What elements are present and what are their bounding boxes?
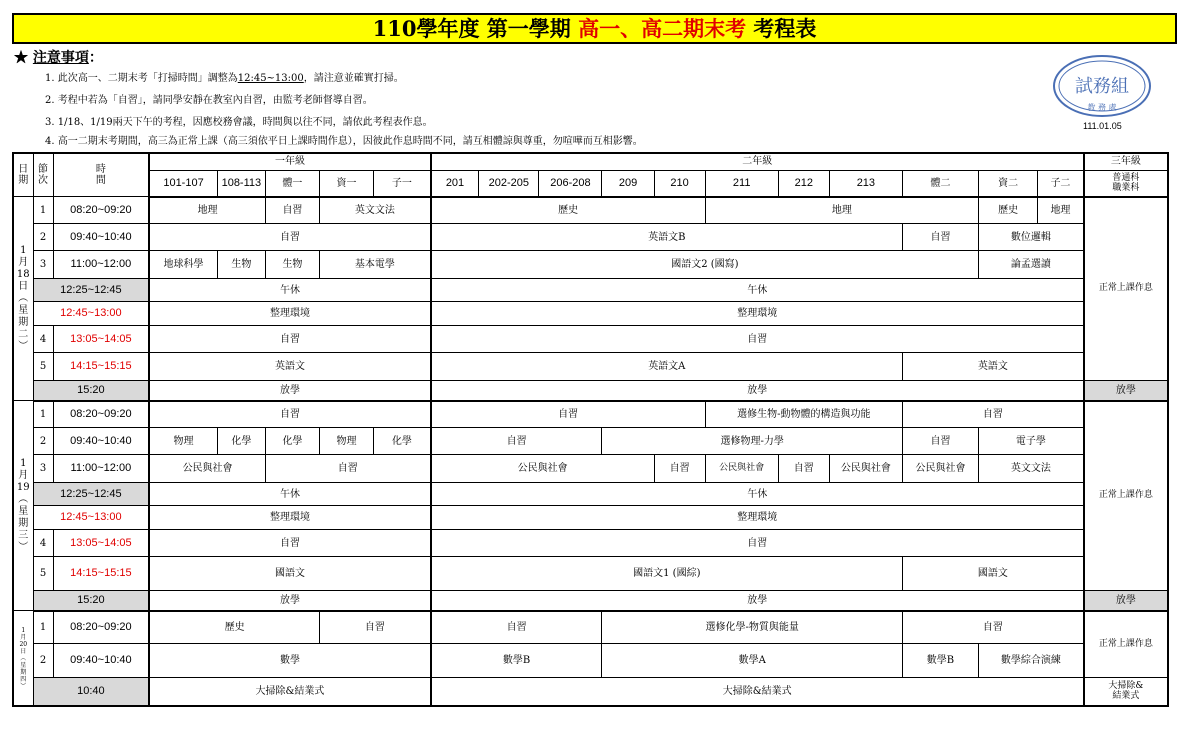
seal-bottom-text: 教 務 處: [1087, 103, 1117, 112]
class-col: 202-205: [479, 170, 539, 197]
class-col: 體一: [265, 170, 319, 197]
period-cell: 4: [33, 325, 53, 353]
seal-date: 111.01.05: [1083, 121, 1122, 131]
dismiss-g2: 放學: [431, 380, 1084, 400]
star-icon: ★: [14, 50, 28, 66]
subject-cell: 英語文: [902, 353, 1083, 381]
period-cell: 5: [33, 557, 53, 591]
ceremony-g3: 大掃除& 結業式: [1084, 677, 1168, 706]
subject-cell: 公民與社會: [705, 455, 778, 483]
notice-heading-colon: ：: [88, 50, 103, 66]
dismiss-g3: 放學: [1084, 380, 1168, 400]
time-cell: 11:00~12:00: [53, 251, 149, 279]
time-cell: 14:15~15:15: [53, 353, 149, 381]
subject-cell: 數學B: [431, 644, 602, 678]
notice-1-pre: 1. 此次高一、二期末考「打掃時間」調整為: [45, 73, 238, 84]
header-time: 時 間: [53, 153, 149, 197]
subject-cell: 自習: [902, 223, 978, 251]
subject-cell: 自習: [431, 401, 705, 428]
subject-cell: 自習: [778, 455, 829, 483]
subject-cell: 自習: [149, 529, 430, 557]
subject-cell: 歷史: [979, 197, 1038, 224]
subject-cell: 自習: [431, 529, 1084, 557]
period-cell: 1: [33, 401, 53, 428]
lunch-g1: 午休: [149, 278, 430, 301]
notice-item-1: [45, 72, 404, 86]
subject-cell: 自習: [149, 401, 430, 428]
exam-schedule-table: [12, 152, 1169, 707]
notice-heading: [14, 49, 103, 67]
subject-cell: 自習: [902, 427, 978, 455]
class-col: 209: [602, 170, 654, 197]
time-cell: 08:20~09:20: [53, 197, 149, 224]
subject-cell: 生物: [265, 251, 319, 279]
period-cell: 3: [33, 251, 53, 279]
period-cell: 2: [33, 223, 53, 251]
subject-cell: 歷史: [431, 197, 705, 224]
grade-3-day-1: 正常上課作息: [1084, 197, 1168, 381]
class-col: 201: [431, 170, 479, 197]
notice-heading-text: 注意事項: [32, 50, 89, 66]
subject-cell: 地理: [1038, 197, 1084, 224]
period-cell: 2: [33, 644, 53, 678]
class-col: 資一: [319, 170, 373, 197]
date-day-2: 1 月 19 ︵ 星 期 三 ︶: [13, 401, 33, 611]
grade-3-day-2: 正常上課作息: [1084, 401, 1168, 591]
period-cell: 3: [33, 455, 53, 483]
header-grade-3: 三年級: [1084, 153, 1168, 170]
period-cell: 4: [33, 529, 53, 557]
lunch-time: 12:25~12:45: [33, 278, 149, 301]
time-cell: 09:40~10:40: [53, 223, 149, 251]
subject-cell: 英語文: [149, 353, 430, 381]
dismiss-g1: 放學: [149, 591, 430, 611]
notice-item-3: 3. 1/18、1/19兩天下午的考程，因應校務會議，時間與以往不同，請依此考程表作息。: [45, 117, 433, 128]
class-col: 體二: [902, 170, 978, 197]
subject-cell: 物理: [149, 427, 217, 455]
class-col: 212: [778, 170, 829, 197]
end-time: 10:40: [33, 677, 149, 706]
class-col: 213: [829, 170, 902, 197]
subject-cell: 公民與社會: [902, 455, 978, 483]
notice-item-4: 4. 高一二期末考期間，高三為正常上課（高三須依平日上課時間作息），因彼此作息時間不同，請互相體諒與尊重，勿喧嘩而互相影響。: [45, 136, 643, 147]
subject-cell: 自習: [431, 611, 602, 644]
time-cell: 09:40~10:40: [53, 427, 149, 455]
clean-time: 12:45~13:00: [33, 302, 149, 325]
subject-cell: 歷史: [149, 611, 319, 644]
notice-1-time: 12:45~13:00: [237, 73, 304, 84]
title-schedule: 考程表: [746, 16, 817, 41]
subject-cell: 自習: [265, 197, 319, 224]
subject-cell: 英語文A: [431, 353, 903, 381]
period-cell: 1: [33, 197, 53, 224]
class-col: 210: [654, 170, 705, 197]
dismiss-g3: 放學: [1084, 591, 1168, 611]
subject-cell: 物理: [319, 427, 373, 455]
subject-cell: 生物: [217, 251, 265, 279]
subject-cell: 國語文: [149, 557, 430, 591]
ceremony-g2: 大掃除&結業式: [431, 677, 1084, 706]
subject-cell: 自習: [902, 401, 1083, 428]
lunch-time: 12:25~12:45: [33, 482, 149, 505]
grade-3-day-3: 正常上課作息: [1084, 611, 1168, 677]
date-day-1: 1 月 18 日 ︵ 星 期 二 ︶: [13, 197, 33, 401]
subject-cell: 基本電學: [319, 251, 430, 279]
clean-g2: 整理環境: [431, 302, 1084, 325]
subject-cell: 國語文: [902, 557, 1083, 591]
header-grade-2: 二年級: [431, 153, 1084, 170]
notice-item-2: 2. 考程中若為「自習」，請同學安靜在教室內自習，由監考老師督導自習。: [45, 95, 373, 106]
subject-cell: 自習: [149, 223, 430, 251]
subject-cell: 化學: [374, 427, 431, 455]
subject-cell: 化學: [265, 427, 319, 455]
subject-cell: 國語文2 (國寫): [431, 251, 979, 279]
lunch-g2: 午休: [431, 278, 1084, 301]
class-col: 資二: [979, 170, 1038, 197]
header-grade-1: 一年級: [149, 153, 430, 170]
header-period: 節 次: [33, 153, 53, 197]
subject-cell: 自習: [431, 427, 602, 455]
subject-cell: 自習: [902, 611, 1083, 644]
page-title: [12, 13, 1177, 44]
class-col: 普通科 職業科: [1084, 170, 1168, 197]
subject-cell: 自習: [654, 455, 705, 483]
time-cell: 14:15~15:15: [53, 557, 149, 591]
clean-g1: 整理環境: [149, 506, 430, 529]
subject-cell: 公民與社會: [829, 455, 902, 483]
period-cell: 5: [33, 353, 53, 381]
class-col: 206-208: [539, 170, 602, 197]
subject-cell: 數學A: [602, 644, 902, 678]
subject-cell: 化學: [217, 427, 265, 455]
subject-cell: 地球科學: [149, 251, 217, 279]
time-cell: 08:20~09:20: [53, 611, 149, 644]
class-col: 子一: [374, 170, 431, 197]
notice-1-post: ，請注意並確實打掃。: [303, 73, 404, 84]
subject-cell: 選修物理-力學: [602, 427, 902, 455]
title-grades: 高一、高二期末考: [578, 16, 747, 41]
date-day-3: 1 月 20 日 ︵ 星 期 四 ︶: [13, 611, 33, 706]
subject-cell: 英語文B: [431, 223, 903, 251]
subject-cell: 自習: [265, 455, 430, 483]
subject-cell: 地理: [705, 197, 978, 224]
subject-cell: 數學綜合演練: [979, 644, 1084, 678]
subject-cell: 選修化學-物質與能量: [602, 611, 902, 644]
time-cell: 11:00~12:00: [53, 455, 149, 483]
subject-cell: 英文文法: [979, 455, 1084, 483]
header-date: 日 期: [13, 153, 33, 197]
subject-cell: 電子學: [979, 427, 1084, 455]
subject-cell: 自習: [431, 325, 1084, 353]
subject-cell: 數位邏輯: [979, 223, 1084, 251]
time-cell: 08:20~09:20: [53, 401, 149, 428]
clean-g2: 整理環境: [431, 506, 1084, 529]
time-cell: 09:40~10:40: [53, 644, 149, 678]
clean-g1: 整理環境: [149, 302, 430, 325]
subject-cell: 公民與社會: [431, 455, 654, 483]
subject-cell: 自習: [149, 325, 430, 353]
subject-cell: 國語文1 (國綜): [431, 557, 903, 591]
clean-time: 12:45~13:00: [33, 506, 149, 529]
subject-cell: 數學: [149, 644, 430, 678]
dismiss-g2: 放學: [431, 591, 1084, 611]
title-year: 110學年度 第一學期: [372, 16, 579, 41]
ceremony-g1: 大掃除&結業式: [149, 677, 430, 706]
dismiss-g1: 放學: [149, 380, 430, 400]
period-cell: 1: [33, 611, 53, 644]
lunch-g2: 午休: [431, 482, 1084, 505]
subject-cell: 英文文法: [319, 197, 430, 224]
class-col: 101-107: [149, 170, 217, 197]
seal-text: 試務組: [1075, 76, 1129, 97]
dismiss-time: 15:20: [33, 380, 149, 400]
subject-cell: 地理: [149, 197, 265, 224]
subject-cell: 論孟選讀: [979, 251, 1084, 279]
subject-cell: 選修生物-動物體的構造與功能: [705, 401, 902, 428]
dismiss-time: 15:20: [33, 591, 149, 611]
subject-cell: 自習: [319, 611, 430, 644]
lunch-g1: 午休: [149, 482, 430, 505]
seal-stamp-icon: [1052, 54, 1152, 118]
period-cell: 2: [33, 427, 53, 455]
class-col: 108-113: [217, 170, 265, 197]
subject-cell: 公民與社會: [149, 455, 265, 483]
subject-cell: 數學B: [902, 644, 978, 678]
time-cell: 13:05~14:05: [53, 325, 149, 353]
time-cell: 13:05~14:05: [53, 529, 149, 557]
class-col: 子二: [1038, 170, 1084, 197]
class-col: 211: [705, 170, 778, 197]
